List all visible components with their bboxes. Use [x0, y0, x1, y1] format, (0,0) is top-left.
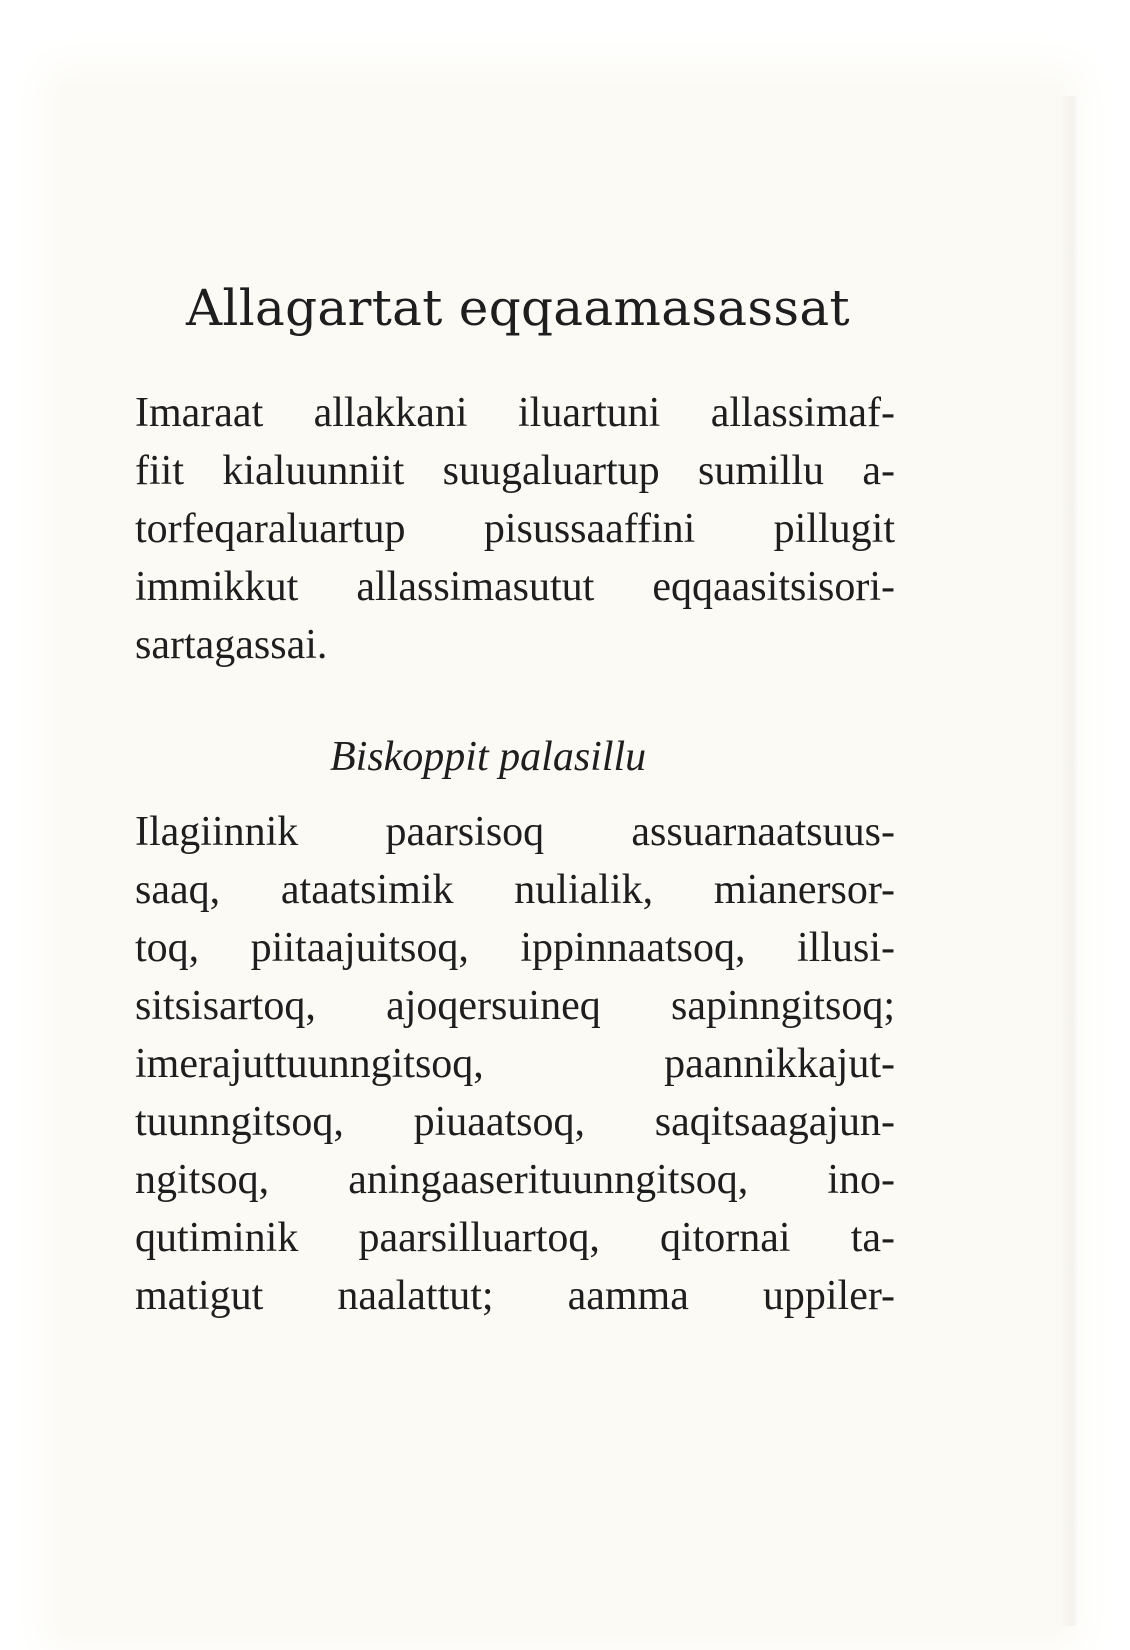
text-line: torfeqaraluartup pisussaaffini pillugit [135, 506, 895, 552]
text-line: saaq, ataatsimik nulialik, mianersor- [135, 867, 895, 913]
text-line: imerajuttuunngitsoq, paannikkajut- [135, 1041, 895, 1087]
text-line: Imaraat allakkani iluartuni allassimaf- [135, 390, 895, 436]
intro-paragraph [135, 384, 895, 674]
text-line: matigut naalattut; aamma uppiler- [135, 1273, 895, 1319]
text-line: immikkut allassimasutut eqqaasitsisori- [135, 564, 895, 610]
page-edge [1060, 96, 1080, 1626]
text-line: toq, piitaajuitsoq, ippinnaatsoq, illusi- [135, 925, 895, 971]
text-line: fiit kialuunniit suugaluartup sumillu a- [135, 448, 895, 494]
text-line: Ilagiinnik paarsisoq assuarnaatsuus- [135, 809, 895, 855]
text-line: qutiminik paarsilluartoq, qitornai ta- [135, 1215, 895, 1261]
page-title: Allagartat eqqaamasassat [186, 279, 850, 337]
text-line: sartagassai. [135, 622, 328, 668]
text-line: ngitsoq, aningaaserituunngitsoq, ino- [135, 1157, 895, 1203]
body-paragraph [135, 803, 895, 1325]
text-line: sitsisartoq, ajoqersuineq sapinngitsoq; [135, 983, 895, 1029]
section-heading: Biskoppit palasillu [330, 734, 647, 780]
text-line: tuunngitsoq, piuaatsoq, saqitsaagajun- [135, 1099, 895, 1145]
